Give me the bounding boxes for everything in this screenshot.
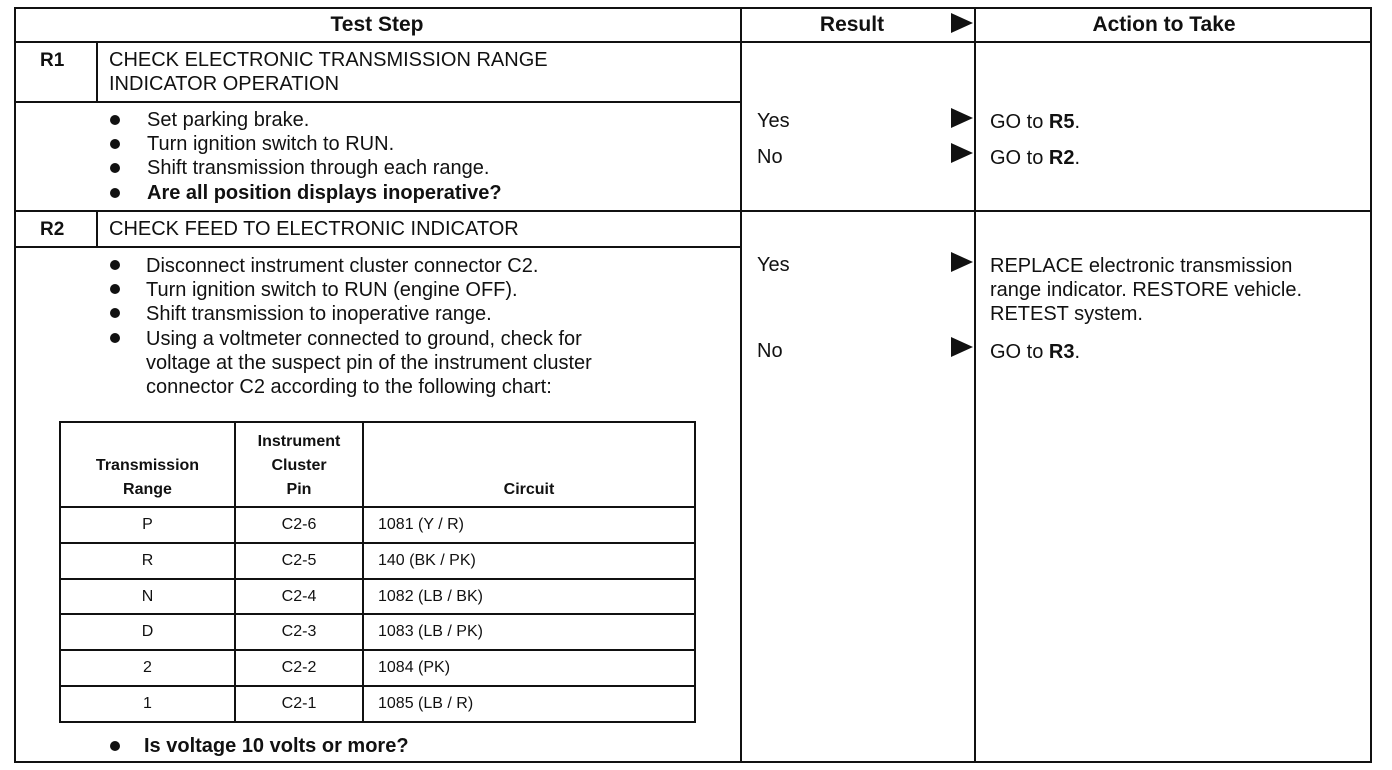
- r2-action-yes-line: range indicator. RESTORE vehicle.: [990, 279, 1303, 301]
- r2-id-divider: [96, 210, 98, 248]
- table-row: [60, 507, 695, 543]
- pin-cell: C2-4: [235, 579, 363, 615]
- r2-no-arrow-icon: [951, 337, 973, 357]
- bullet-icon: [110, 139, 120, 149]
- header-action: Action to Take: [1092, 13, 1236, 36]
- col-header-range: Transmission Range: [60, 422, 235, 507]
- step-id-r1: R1: [40, 50, 65, 71]
- table-row: [60, 543, 695, 579]
- r2-bullet-line: connector C2 according to the following chart:: [146, 376, 552, 398]
- step-divider: [14, 210, 1372, 212]
- circuit-cell: 1082 (LB / BK): [363, 579, 695, 615]
- r2-bullet: Disconnect instrument cluster connector C2.: [146, 255, 539, 277]
- pin-cell: C2-6: [235, 507, 363, 543]
- bullet-icon: [110, 284, 120, 294]
- r2-bullet: Turn ignition switch to RUN (engine OFF).: [146, 279, 518, 301]
- pin-cell: C2-3: [235, 614, 363, 650]
- pin-cell: C2-5: [235, 543, 363, 579]
- pin-cell: C2-2: [235, 650, 363, 686]
- r2-action-yes-line: REPLACE electronic transmission: [990, 255, 1293, 277]
- r2-question: Is voltage 10 volts or more?: [144, 735, 409, 757]
- r1-question: Are all position displays inoperative?: [147, 182, 502, 204]
- bullet-icon: [110, 188, 120, 198]
- r2-action-no: GO to R3.: [990, 341, 1081, 363]
- table-row: [60, 650, 695, 686]
- r1-yes-arrow-icon: [951, 108, 973, 128]
- circuit-cell: 1083 (LB / PK): [363, 614, 695, 650]
- r1-result-no: No: [757, 146, 783, 168]
- header-divider: [14, 41, 1372, 43]
- circuit-cell: 1084 (PK): [363, 650, 695, 686]
- r1-bullet: Shift transmission through each range.: [147, 157, 490, 179]
- r2-bullet: Shift transmission to inoperative range.: [146, 303, 492, 325]
- r1-result-yes: Yes: [757, 110, 790, 132]
- range-cell: P: [60, 507, 235, 543]
- r1-bullet: Turn ignition switch to RUN.: [147, 133, 395, 155]
- voltage-chart: [59, 421, 696, 723]
- column-divider-action: [974, 7, 976, 763]
- r1-id-divider: [96, 41, 98, 103]
- range-cell: R: [60, 543, 235, 579]
- r1-action-no: GO to R2.: [990, 147, 1081, 169]
- r2-title: CHECK FEED TO ELECTRONIC INDICATOR: [109, 218, 519, 240]
- bullet-icon: [110, 333, 120, 343]
- r2-bullet-line: Using a voltmeter connected to ground, check for: [146, 328, 582, 350]
- step-id-r2: R2: [40, 219, 65, 240]
- bullet-icon: [110, 308, 120, 318]
- table-row: [60, 614, 695, 650]
- r2-bullet-line: voltage at the suspect pin of the instrument cluster: [146, 352, 592, 374]
- r2-title-divider: [14, 246, 740, 248]
- bullet-icon: [110, 115, 120, 125]
- r1-title-divider: [14, 101, 740, 103]
- r1-action-yes: GO to R5.: [990, 111, 1081, 133]
- column-divider-result: [740, 7, 742, 763]
- r2-action-yes-line: RETEST system.: [990, 303, 1143, 325]
- r1-no-arrow-icon: [951, 143, 973, 163]
- r1-bullet: Set parking brake.: [147, 109, 310, 131]
- header-result: Result: [819, 13, 885, 36]
- r2-result-no: No: [757, 340, 783, 362]
- header-test-step: Test Step: [330, 13, 424, 36]
- bullet-icon: [110, 741, 120, 751]
- r1-title-line1: CHECK ELECTRONIC TRANSMISSION RANGE: [109, 49, 548, 71]
- circuit-cell: 1085 (LB / R): [363, 686, 695, 722]
- table-row: [60, 579, 695, 615]
- r2-result-yes: Yes: [757, 254, 790, 276]
- range-cell: D: [60, 614, 235, 650]
- circuit-cell: 1081 (Y / R): [363, 507, 695, 543]
- range-cell: 1: [60, 686, 235, 722]
- header-arrow-icon: [951, 13, 973, 33]
- pin-cell: C2-1: [235, 686, 363, 722]
- range-cell: 2: [60, 650, 235, 686]
- r2-yes-arrow-icon: [951, 252, 973, 272]
- range-cell: N: [60, 579, 235, 615]
- circuit-cell: 140 (BK / PK): [363, 543, 695, 579]
- col-header-circuit: Circuit: [363, 422, 695, 507]
- table-row: [60, 686, 695, 722]
- bullet-icon: [110, 260, 120, 270]
- col-header-pin: Instrument Cluster Pin: [235, 422, 363, 507]
- bullet-icon: [110, 163, 120, 173]
- r1-title-line2: INDICATOR OPERATION: [109, 73, 340, 95]
